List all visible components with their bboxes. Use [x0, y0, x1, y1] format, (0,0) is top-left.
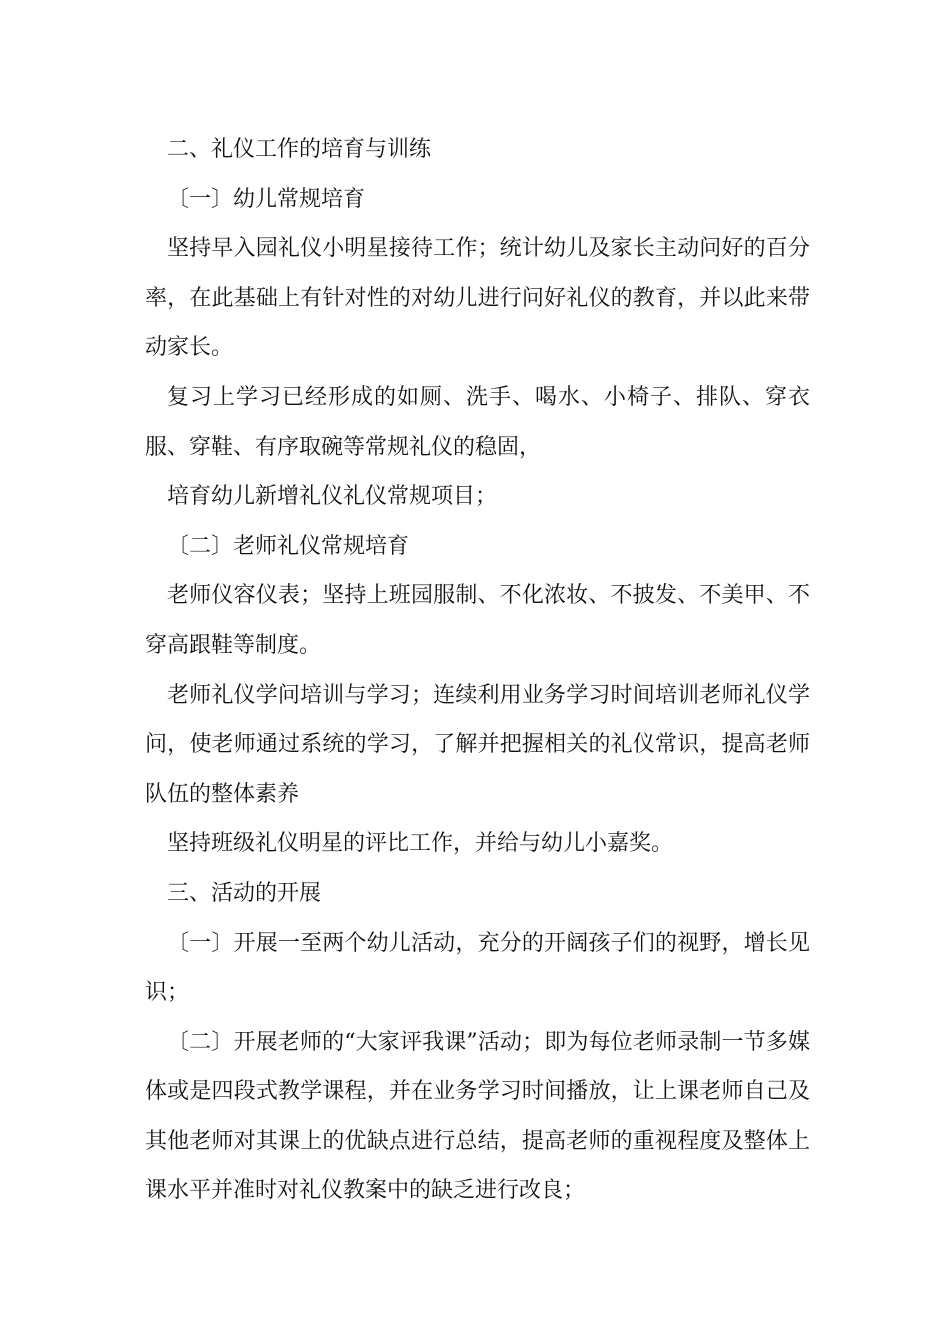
- paragraph-teacher-appearance: 老师仪容仪表；坚持上班园服制、不化浓妆、不披发、不美甲、不穿高跟鞋等制度。: [145, 583, 810, 658]
- section-heading-etiquette-training: 二、礼仪工作的培育与训练: [167, 137, 432, 162]
- paragraph-child-activities: 〔一〕开展一至两个幼儿活动，充分的开阔孩子们的视野，增长见识；: [145, 930, 810, 1006]
- subsection-heading-child-routine: 〔一〕幼儿常规培育: [167, 186, 366, 212]
- subsection-heading-teacher-routine: 〔二〕老师礼仪常规培育: [167, 533, 410, 559]
- paragraph-teacher-activity: 〔二〕开展老师的“大家评我课”活动；即为每位老师录制一节多媒体或是四段式教学课程，并在业务学习时间播放，让上课老师自己及其他老师对其课上的优缺点进行总结，提高老师的重视程度及整体上课水平并准时对礼仪教案中的缺乏进行改良；: [145, 1029, 810, 1204]
- section-heading-activities: 三、活动的开展: [167, 880, 322, 906]
- document-body: [145, 125, 810, 1216]
- paragraph-teacher-training: 老师礼仪学问培训与学习；连续利用业务学习时间培训老师礼仪学问，使老师通过系统的学习，了解并把握相关的礼仪常识，提高老师队伍的整体素养: [145, 682, 810, 807]
- paragraph-early-arrival: 坚持早入园礼仪小明星接待工作；统计幼儿及家长主动问好的百分率，在此基础上有针对性的对幼儿进行问好礼仪的教育，并以此来带动家长。: [145, 236, 810, 361]
- paragraph-new-items: 培育幼儿新增礼仪礼仪常规项目；: [167, 484, 498, 510]
- paragraph-class-star: 坚持班级礼仪明星的评比工作，并给与幼儿小嘉奖。: [167, 831, 674, 857]
- paragraph-routine-review: 复习上学习已经形成的如厕、洗手、喝水、小椅子、排队、穿衣服、穿鞋、有序取碗等常规礼仪的稳固，: [145, 384, 810, 460]
